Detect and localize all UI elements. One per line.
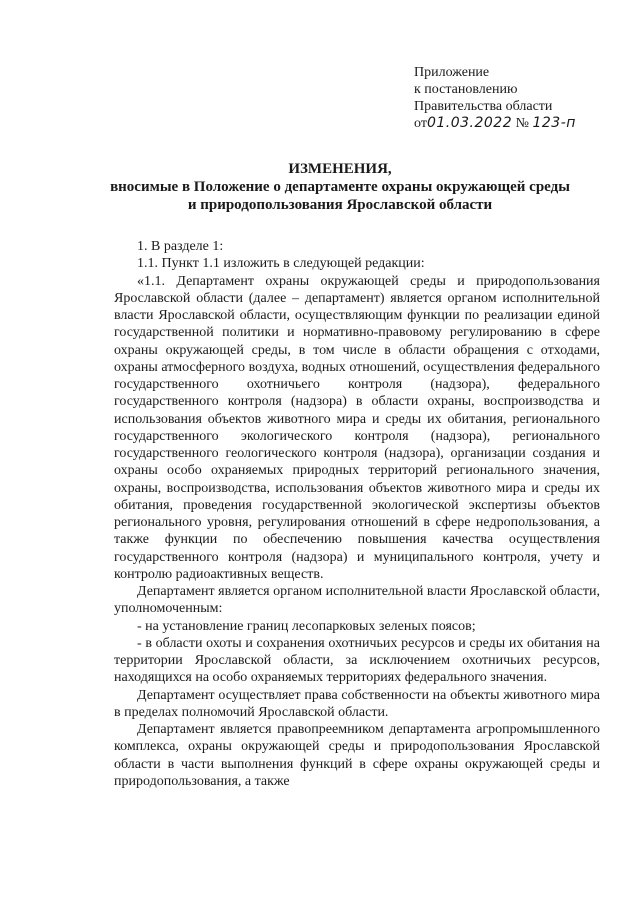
paragraph-successor: Департамент является правопреемником департамента агропромышленного комплекса, охраны окружающей среды и природопользования Ярославской области в части выполнения функций в сфере охраны окружающей среды и природопользования, а также	[114, 722, 600, 789]
number-prefix: №	[515, 116, 529, 131]
document-title	[80, 160, 600, 214]
appendix-line-1: Приложение	[414, 65, 490, 80]
title-line-2: вносимые в Положение о департаменте охраны окружающей среды	[110, 179, 570, 195]
date-prefix: от	[414, 116, 427, 131]
paragraph-section-1: 1. В разделе 1:	[137, 239, 224, 254]
paragraph-property-rights: Департамент осуществляет права собственности на объекты животного мира в пределах полномочий Ярославской области.	[114, 687, 600, 720]
paragraph-list-item-2: - в области охоты и сохранения охотничьих ресурсов и среды их обитания на территории Ярославской области, за исключением охотничьих ресурсов, находящихся на особо охраняемых территориях федерального значения.	[114, 635, 600, 686]
document-body	[114, 238, 600, 790]
appendix-date-line	[414, 115, 576, 132]
paragraph-authorized: Департамент является органом исполнительной власти Ярославской области, уполномоченным:	[114, 584, 600, 617]
paragraph-point-1-1: 1.1. Пункт 1.1 изложить в следующей редакции:	[137, 256, 425, 272]
appendix-line-3: Правительства области	[414, 99, 553, 114]
title-line-3: и природопользования Ярославской области	[187, 197, 493, 213]
paragraph-list-item-1: - на установление границ лесопарковых зеленых поясов;	[137, 618, 476, 634]
appendix-block	[414, 64, 576, 132]
paragraph-definition: «1.1. Департамент охраны окружающей среды и природопользования Ярославской области (далее – департамент) является органом исполнительной власти Ярославской области, осуществляющим функции по реализации единой государственной политики и нормативно-правовому регулированию в сфере охраны окружающей среды, в том числе в области обращения с отходами, охраны атмосферного воздуха, водных отношений, осуществления федерального государственного охотничьего контроля (надзора), федерального государственного контроля (надзора) в области охраны, воспроизводства и использования объектов животного мира и среды их обитания, регионального государственного экологического контроля (надзора), регионального государственного геологического контроля (надзора), организации создания и охраны особо охраняемых природных территорий регионального значения, охраны, воспроизводства, использования объектов животного мира и среды их обитания, проведения государственной экологической экспертизы объектов регионального уровня, регулирования отношений в сфере недропользования, а также функции по обеспечению повышения качества осуществления государственного контроля (надзора) и муниципального контроля, учету и контролю радиоактивных веществ.	[114, 273, 600, 582]
handwritten-date: 01.03.2022	[426, 115, 513, 131]
handwritten-number: 123-п	[532, 115, 576, 131]
appendix-line-2: к постановлению	[414, 82, 518, 97]
title-line-1: ИЗМЕНЕНИЯ,	[288, 161, 392, 177]
